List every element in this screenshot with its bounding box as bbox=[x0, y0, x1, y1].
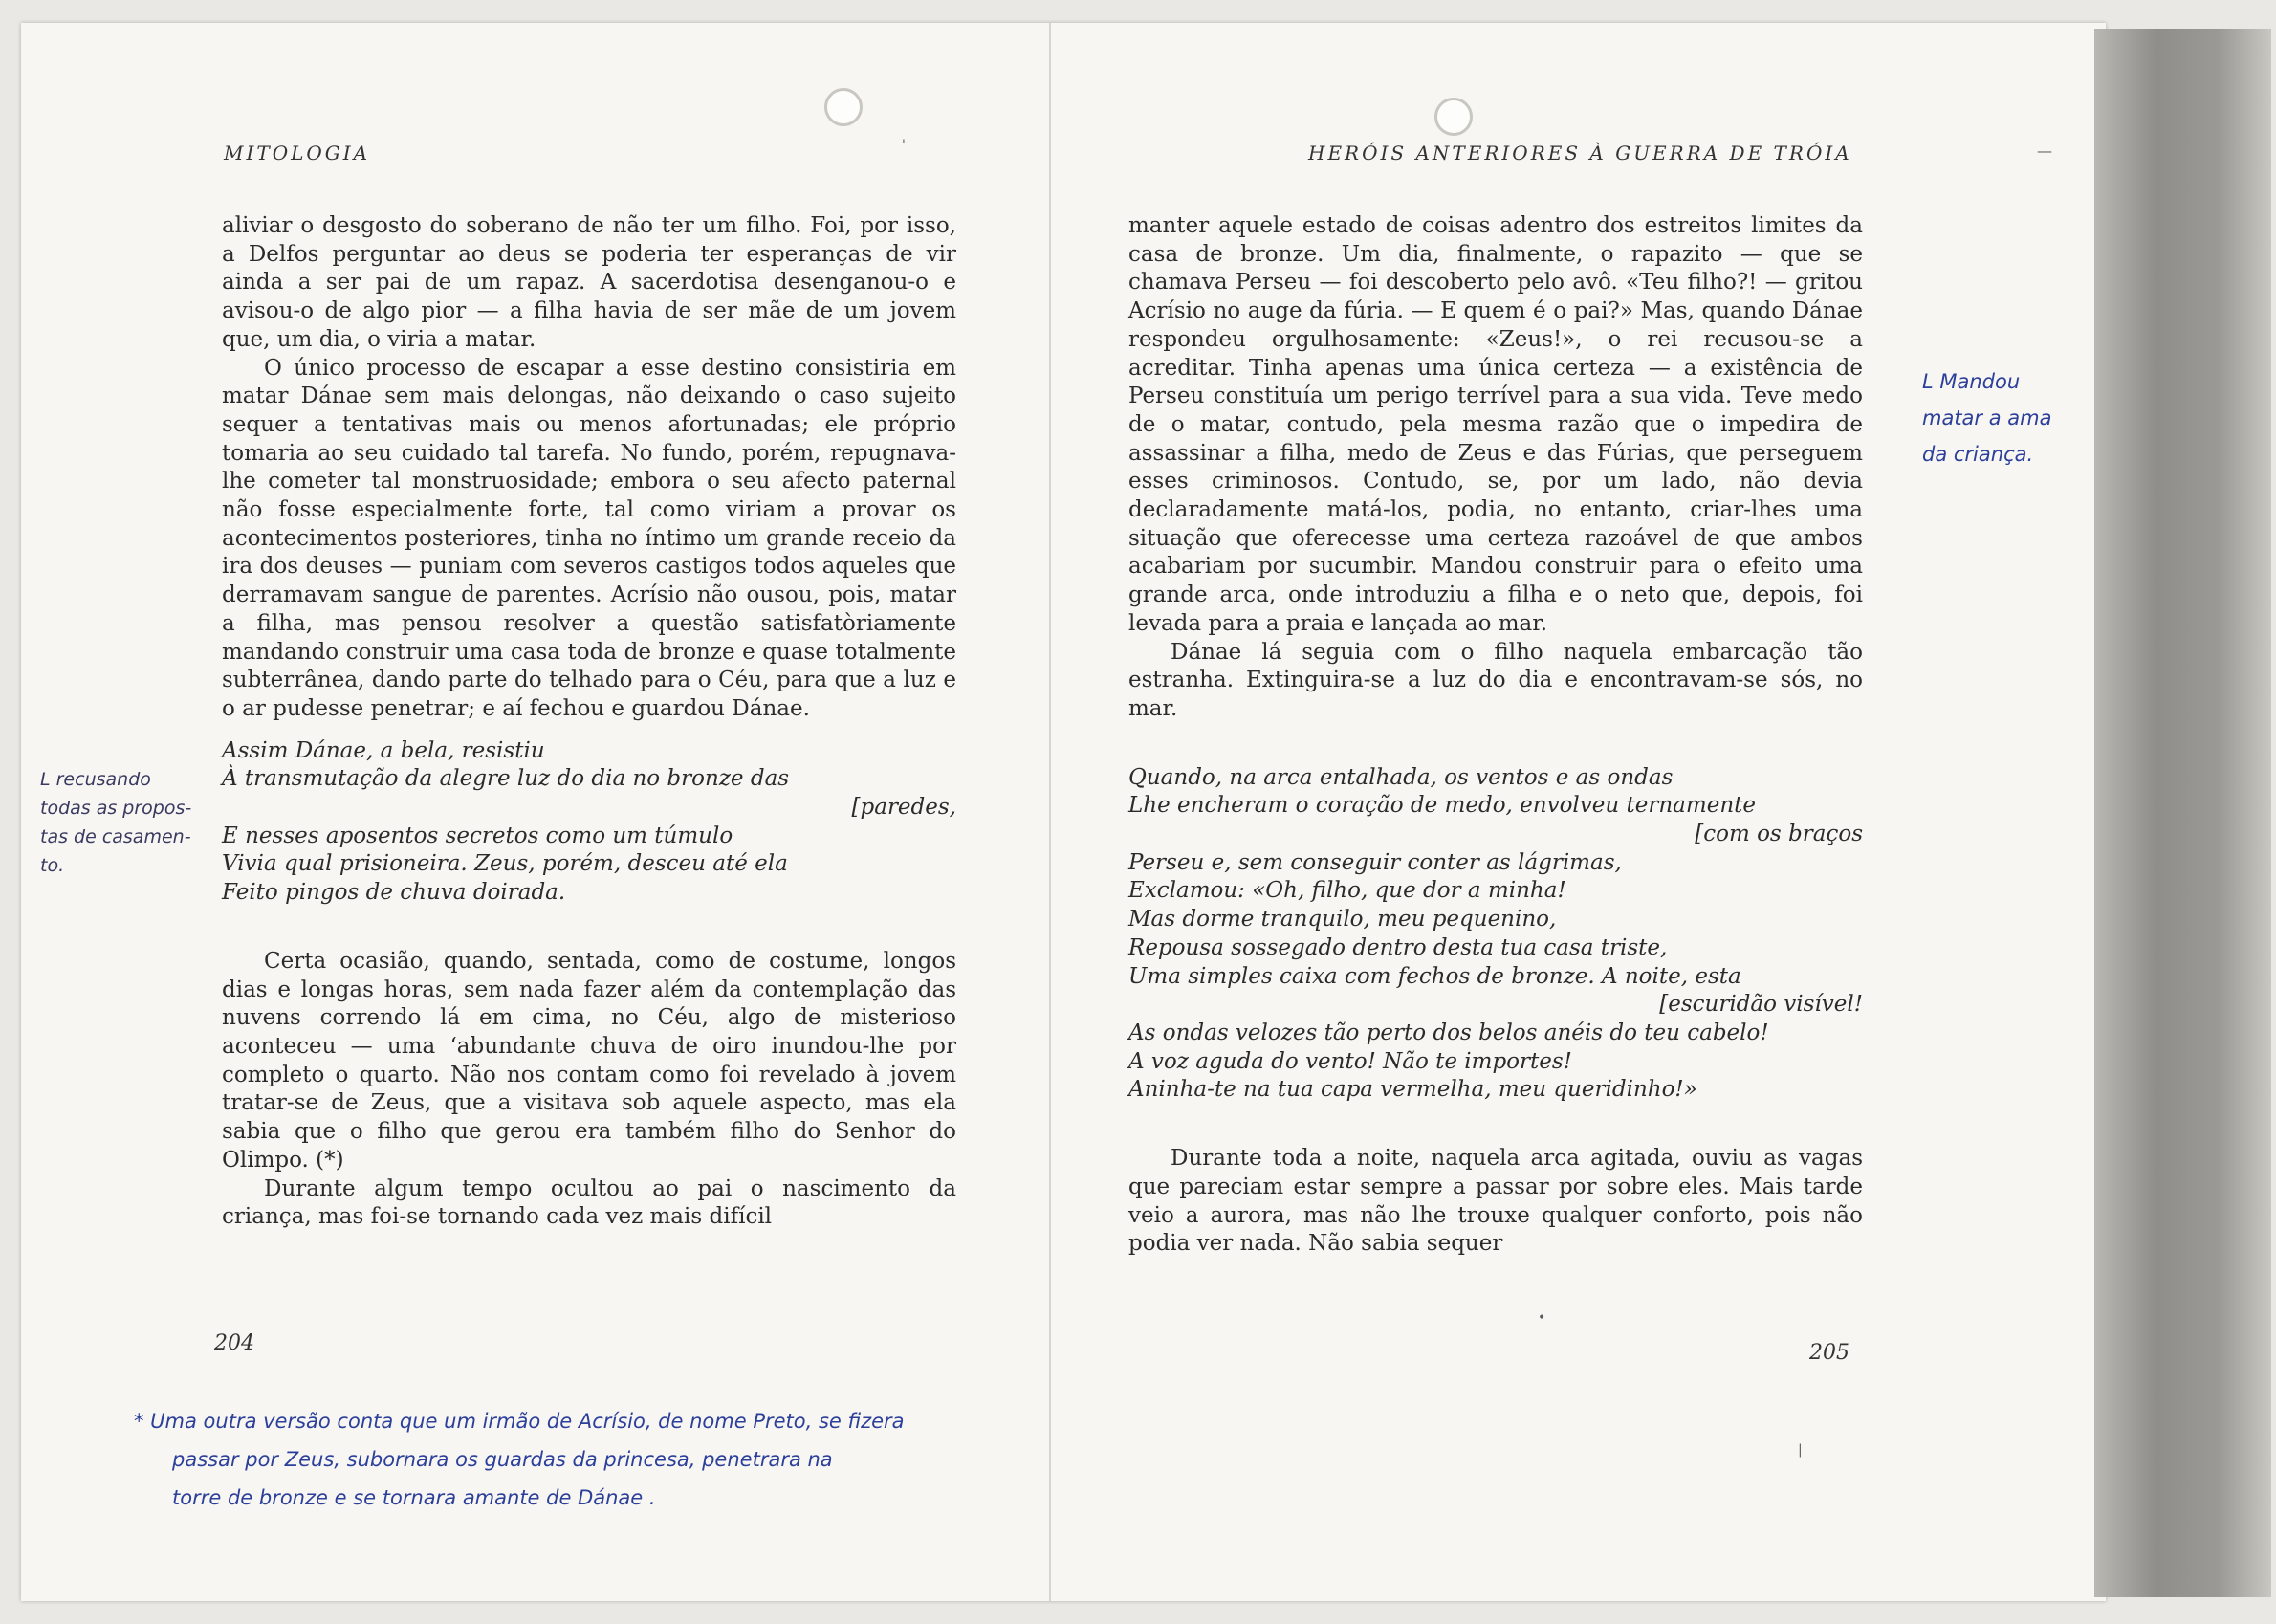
poem-line: Mas dorme tranquilo, meu pequenino, bbox=[1128, 907, 1557, 933]
poem-line: Uma simples caixa com fechos de bronze. A noite, esta bbox=[1128, 963, 1741, 989]
left-paragraph-2: O único processo de escapar a esse destino consistiria em matar Dánae sem mais delongas, não deixando o caso sujeito sequer a tentativas mais ou menos afortunadas; ele próprio tomaria ao seu cuidado tal tarefa. No fundo, porém, repugnava-lhe cometer tal monstruosidade; embora o seu afecto paternal não fosse especialmente forte, tal como viriam a provar os acontecimentos posteriores, tinha no íntimo um grande receio da ira dos deuses — puniam com severos castigos todos aqueles que derramavam sangue de parentes. Acrísio não ousou, pois, matar a filha, mas pensou resolver a questão satisfatòriamente mandando construir uma casa toda de bronze e quase totalmente subterrânea, dando parte do telhado para o Céu, para que a luz e o ar pudesse penetrar; e aí fechou e guardou Dánae. bbox=[222, 355, 956, 721]
note-line: L Mandou bbox=[1922, 370, 2021, 393]
poem-line: E nesses aposentos secretos como um túmulo bbox=[222, 823, 733, 848]
right-paragraph-3: Durante toda a noite, naquela arca agitada, ouviu as vagas que pareciam estar sempre a passar por sobre eles. Mais tarde veio a aurora, mas não lhe trouxe qualquer conforto, pois não podia ver nada. Não sabia sequer bbox=[1128, 1146, 1863, 1257]
punch-hole-left bbox=[824, 88, 863, 126]
note-line: to. bbox=[40, 855, 65, 876]
left-page-column bbox=[222, 212, 956, 1232]
poem-line: Lhe encheram o coração de medo, envolveu ternamente bbox=[1128, 793, 1756, 819]
note-line: torre de bronze e se tornara amante de Dánae . bbox=[172, 1486, 656, 1509]
poem-line: [com os braços bbox=[1695, 822, 1863, 847]
right-paragraph-2: Dánae lá seguia com o filho naquela embarcação tão estranha. Extinguira-se a luz do dia e encontravam-se sós, no mar. bbox=[1128, 639, 1863, 721]
note-line: * Uma outra versão conta que um irmão de Acrísio, de nome Preto, se fizera bbox=[134, 1410, 905, 1433]
stray-mark: ' bbox=[902, 138, 906, 153]
left-paragraph-3: Certa ocasião, quando, sentada, como de costume, longos dias e longas horas, sem nada fazer além da contemplação das nuvens correndo lá em cima, no Céu, algo de misterioso aconteceu — uma ‘abundante chuva de oiro inundou-lhe por completo o quarto. Não nos contam como foi revelado à jovem tratar-se de Zeus, que a visitava sob aquele aspecto, mas ela sabia que o filho que gerou era também filho do Senhor do Olimpo. (*) bbox=[222, 948, 956, 1173]
book-gutter bbox=[1049, 23, 1051, 1601]
stray-mark: | bbox=[1798, 1442, 1803, 1458]
poem-line: Aninha-te na tua capa vermelha, meu queridinho!» bbox=[1128, 1077, 1697, 1103]
poem-line: [escuridão visível! bbox=[1659, 992, 1863, 1018]
poem-line: À transmutação da alegre luz do dia no bronze das bbox=[222, 766, 790, 792]
stray-mark: • bbox=[1538, 1310, 1546, 1326]
note-line: L recusando bbox=[40, 769, 151, 790]
left-page-number: 204 bbox=[214, 1331, 254, 1355]
poem-line: Repousa sossegado dentro desta tua casa triste, bbox=[1128, 934, 1668, 960]
poem-line: Assim Dánae, a bela, resistiu bbox=[222, 737, 545, 763]
left-poem bbox=[222, 737, 956, 908]
poem-line: [paredes, bbox=[851, 795, 956, 821]
left-paragraph-1: aliviar o desgosto do soberano de não ter um filho. Foi, por isso, a Delfos perguntar ao deus se poderia ter esperanças de vir ainda a ser pai de um rapaz. A sacerdotisa desenganou-o e avisou-o de algo pior — a filha havia de ser mãe de um jovem que, um dia, o viria a matar. bbox=[222, 213, 956, 352]
right-page-column bbox=[1128, 212, 1863, 1259]
punch-hole-right bbox=[1434, 98, 1473, 136]
note-line: tas de casamen- bbox=[40, 826, 191, 847]
poem-line: Vivia qual prisioneira. Zeus, porém, desceu até ela bbox=[222, 851, 788, 877]
note-line: matar a ama bbox=[1922, 406, 2052, 429]
right-running-header: HERÓIS ANTERIORES À GUERRA DE TRÓIA bbox=[1308, 142, 1852, 165]
footnote-handwritten bbox=[134, 1402, 905, 1517]
poem-line: As ondas velozes tão perto dos belos anéis do teu cabelo! bbox=[1128, 1020, 1769, 1045]
right-margin-note bbox=[1922, 363, 2051, 472]
note-line: passar por Zeus, subornara os guardas da princesa, penetrara na bbox=[172, 1448, 833, 1471]
note-line: da criança. bbox=[1922, 443, 2034, 466]
poem-line: Feito pingos de chuva doirada. bbox=[222, 880, 566, 906]
poem-line: Quando, na arca entalhada, os ventos e as ondas bbox=[1128, 764, 1674, 790]
right-poem bbox=[1128, 764, 1863, 1105]
stray-mark: — bbox=[2037, 142, 2052, 160]
left-running-header: MITOLOGIA bbox=[224, 142, 371, 165]
note-line: todas as propos- bbox=[40, 798, 192, 819]
right-paragraph-1: manter aquele estado de coisas adentro dos estreitos limites da casa de bronze. Um dia, finalmente, o rapazito — que se chamava Perseu — foi descoberto pelo avô. «Teu filho?! — gritou Acrísio no auge da fúria. — E quem é o pai?» Mas, quando Dánae respondeu orgulhosamente: «Zeus!», o rei recusou-se a acreditar. Tinha apenas uma única certeza — a existência de Perseu constituía um perigo terrível para a sua vida. Teve medo de o matar, contudo, pela mesma razão que o impedira de assassinar a filha, medo de Zeus e das Fúrias, que perseguem esses criminosos. Contudo, se, por um lado, não devia declaradamente matá-los, podia, no entanto, criar-lhes uma situação que oferecesse uma certeza razoável de que ambos acabariam por sucumbir. Mandou construir para o efeito uma grande arca, onde introduziu a filha e o neto que, depois, foi levada para a praia e lançada ao mar. bbox=[1128, 213, 1863, 636]
scan-shadow bbox=[2094, 29, 2271, 1597]
poem-line: Perseu e, sem conseguir conter as lágrimas, bbox=[1128, 849, 1622, 875]
poem-line: Exclamou: «Oh, filho, que dor a minha! bbox=[1128, 878, 1566, 904]
left-margin-note bbox=[40, 765, 191, 880]
poem-line: A voz aguda do vento! Não te importes! bbox=[1128, 1048, 1572, 1074]
right-page-number: 205 bbox=[1809, 1341, 1849, 1365]
left-paragraph-4: Durante algum tempo ocultou ao pai o nascimento da criança, mas foi-se tornando cada vez mais difícil bbox=[222, 1175, 956, 1230]
